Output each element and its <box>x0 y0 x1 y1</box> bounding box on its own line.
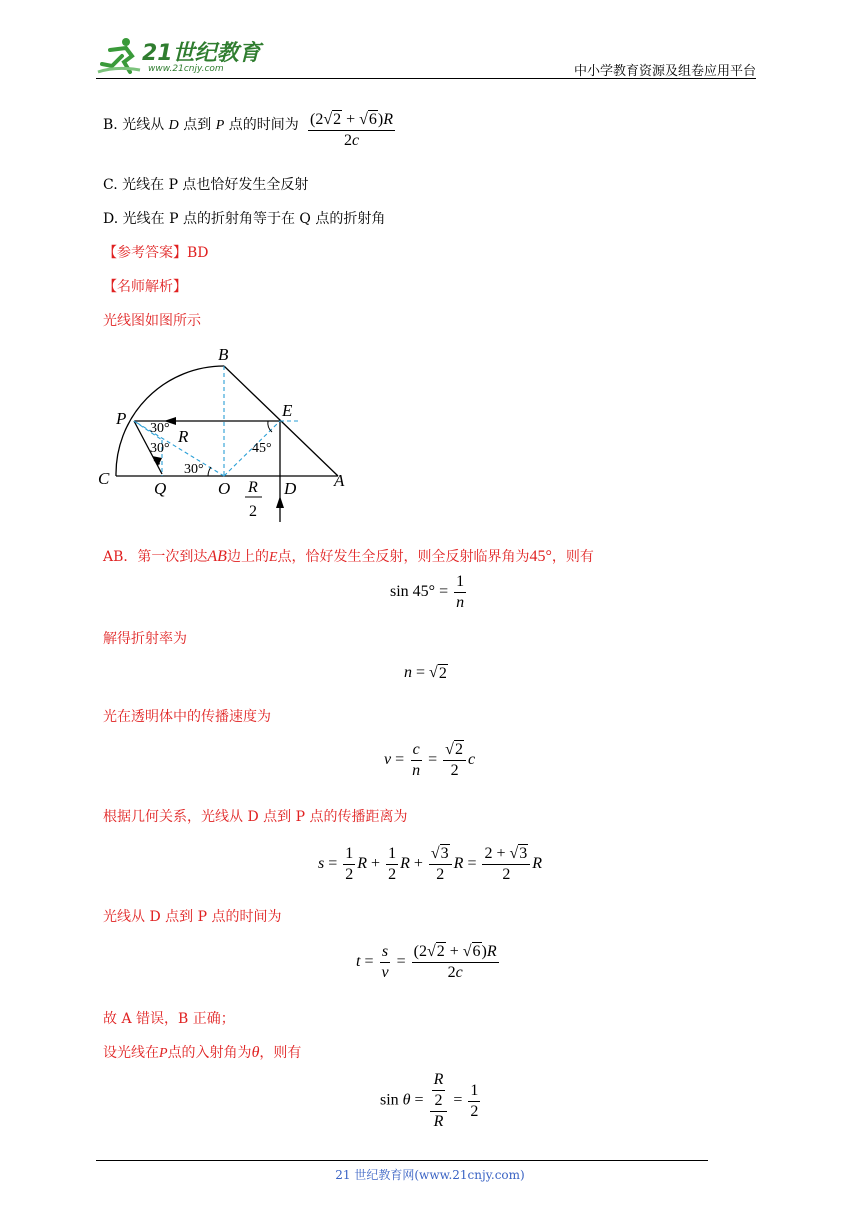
label-a: A <box>334 471 345 490</box>
angle-45: 45° <box>252 441 272 456</box>
label-r: R <box>178 427 189 446</box>
label-e: E <box>282 401 293 420</box>
answer-label: 【参考答案】BD <box>103 245 209 261</box>
eq-n: n = √ 2 <box>404 664 447 682</box>
angle-30-bottom: 30° <box>184 462 204 477</box>
option-d: D. 光线在 P 点的折射角等于在 Q 点的折射角 <box>103 211 386 227</box>
label-b: B <box>218 345 229 364</box>
solution-p2: 解得折射率为 <box>103 631 187 647</box>
label-d: D <box>284 479 297 498</box>
footer-rule <box>96 1160 708 1161</box>
logo-text: 21世纪教育 <box>142 41 261 66</box>
label-q: Q <box>154 479 167 498</box>
option-b: B. 光线从 D 点到 P 点的时间为 <box>103 117 299 133</box>
footer-text: 21 世纪教育网(www.21cnjy.com) <box>335 1168 525 1182</box>
label-p: P <box>116 409 127 428</box>
angle-30-mid: 30° <box>150 441 170 456</box>
label-o: O <box>218 479 231 498</box>
header-rule <box>96 78 756 79</box>
label-c: C <box>98 469 110 488</box>
eq-t: t = $\frac{s}{v}$ = (2 √ 2 + √ 6 )R 2c <box>356 943 497 981</box>
eq-s: s = $\frac{1}{2}$ R + $\frac{1}{2}$ R + √ 3 2 R = 2 + √ 3 2 R <box>318 845 543 883</box>
header-logo <box>96 36 266 76</box>
arrow-up-icon <box>276 496 284 508</box>
runner-logo-icon <box>96 36 144 76</box>
solution-p3: 光在透明体中的传播速度为 <box>103 709 271 725</box>
ray-diagram <box>96 340 356 530</box>
solution-p4: 根据几何关系，光线从 D 点到 P 点的传播距离为 <box>103 809 408 825</box>
option-b-formula: (2 √ 2 + √ 6 )R 2c <box>310 111 394 149</box>
solution-p5: 光线从 D 点到 P 点的时间为 <box>103 909 282 925</box>
logo-url: www.21cnjy.com <box>148 64 224 74</box>
eq-v: v = $\frac{c}{n}$ = √ 2 2 c <box>384 741 476 779</box>
eq-sin-theta: sin θ = $\frac{\frac{R}{2}}{R}$ = $\frac{1}{2}$ <box>380 1071 479 1130</box>
angle-30-top: 30° <box>150 421 170 436</box>
header-right-text: 中小学教育资源及组卷应用平台 <box>573 64 756 79</box>
solution-p6: 故 A 错误，B 正确； <box>103 1011 235 1027</box>
eq-sin45: sin 45° = $\frac{1}{n}$ <box>390 573 465 611</box>
half-num: R <box>248 479 258 496</box>
solution-p1: AB．第一次到达AB边上的E点，恰好发生全反射，则全反射临界角为45°，则有 <box>103 548 594 565</box>
option-c: C. 光线在 P 点也恰好发生全反射 <box>103 177 309 193</box>
figure-intro: 光线图如图所示 <box>103 313 201 329</box>
solution-p7: 设光线在P点的入射角为θ，则有 <box>103 1044 302 1061</box>
half-den: 2 <box>249 503 257 520</box>
analysis-label: 【名师解析】 <box>103 279 187 295</box>
